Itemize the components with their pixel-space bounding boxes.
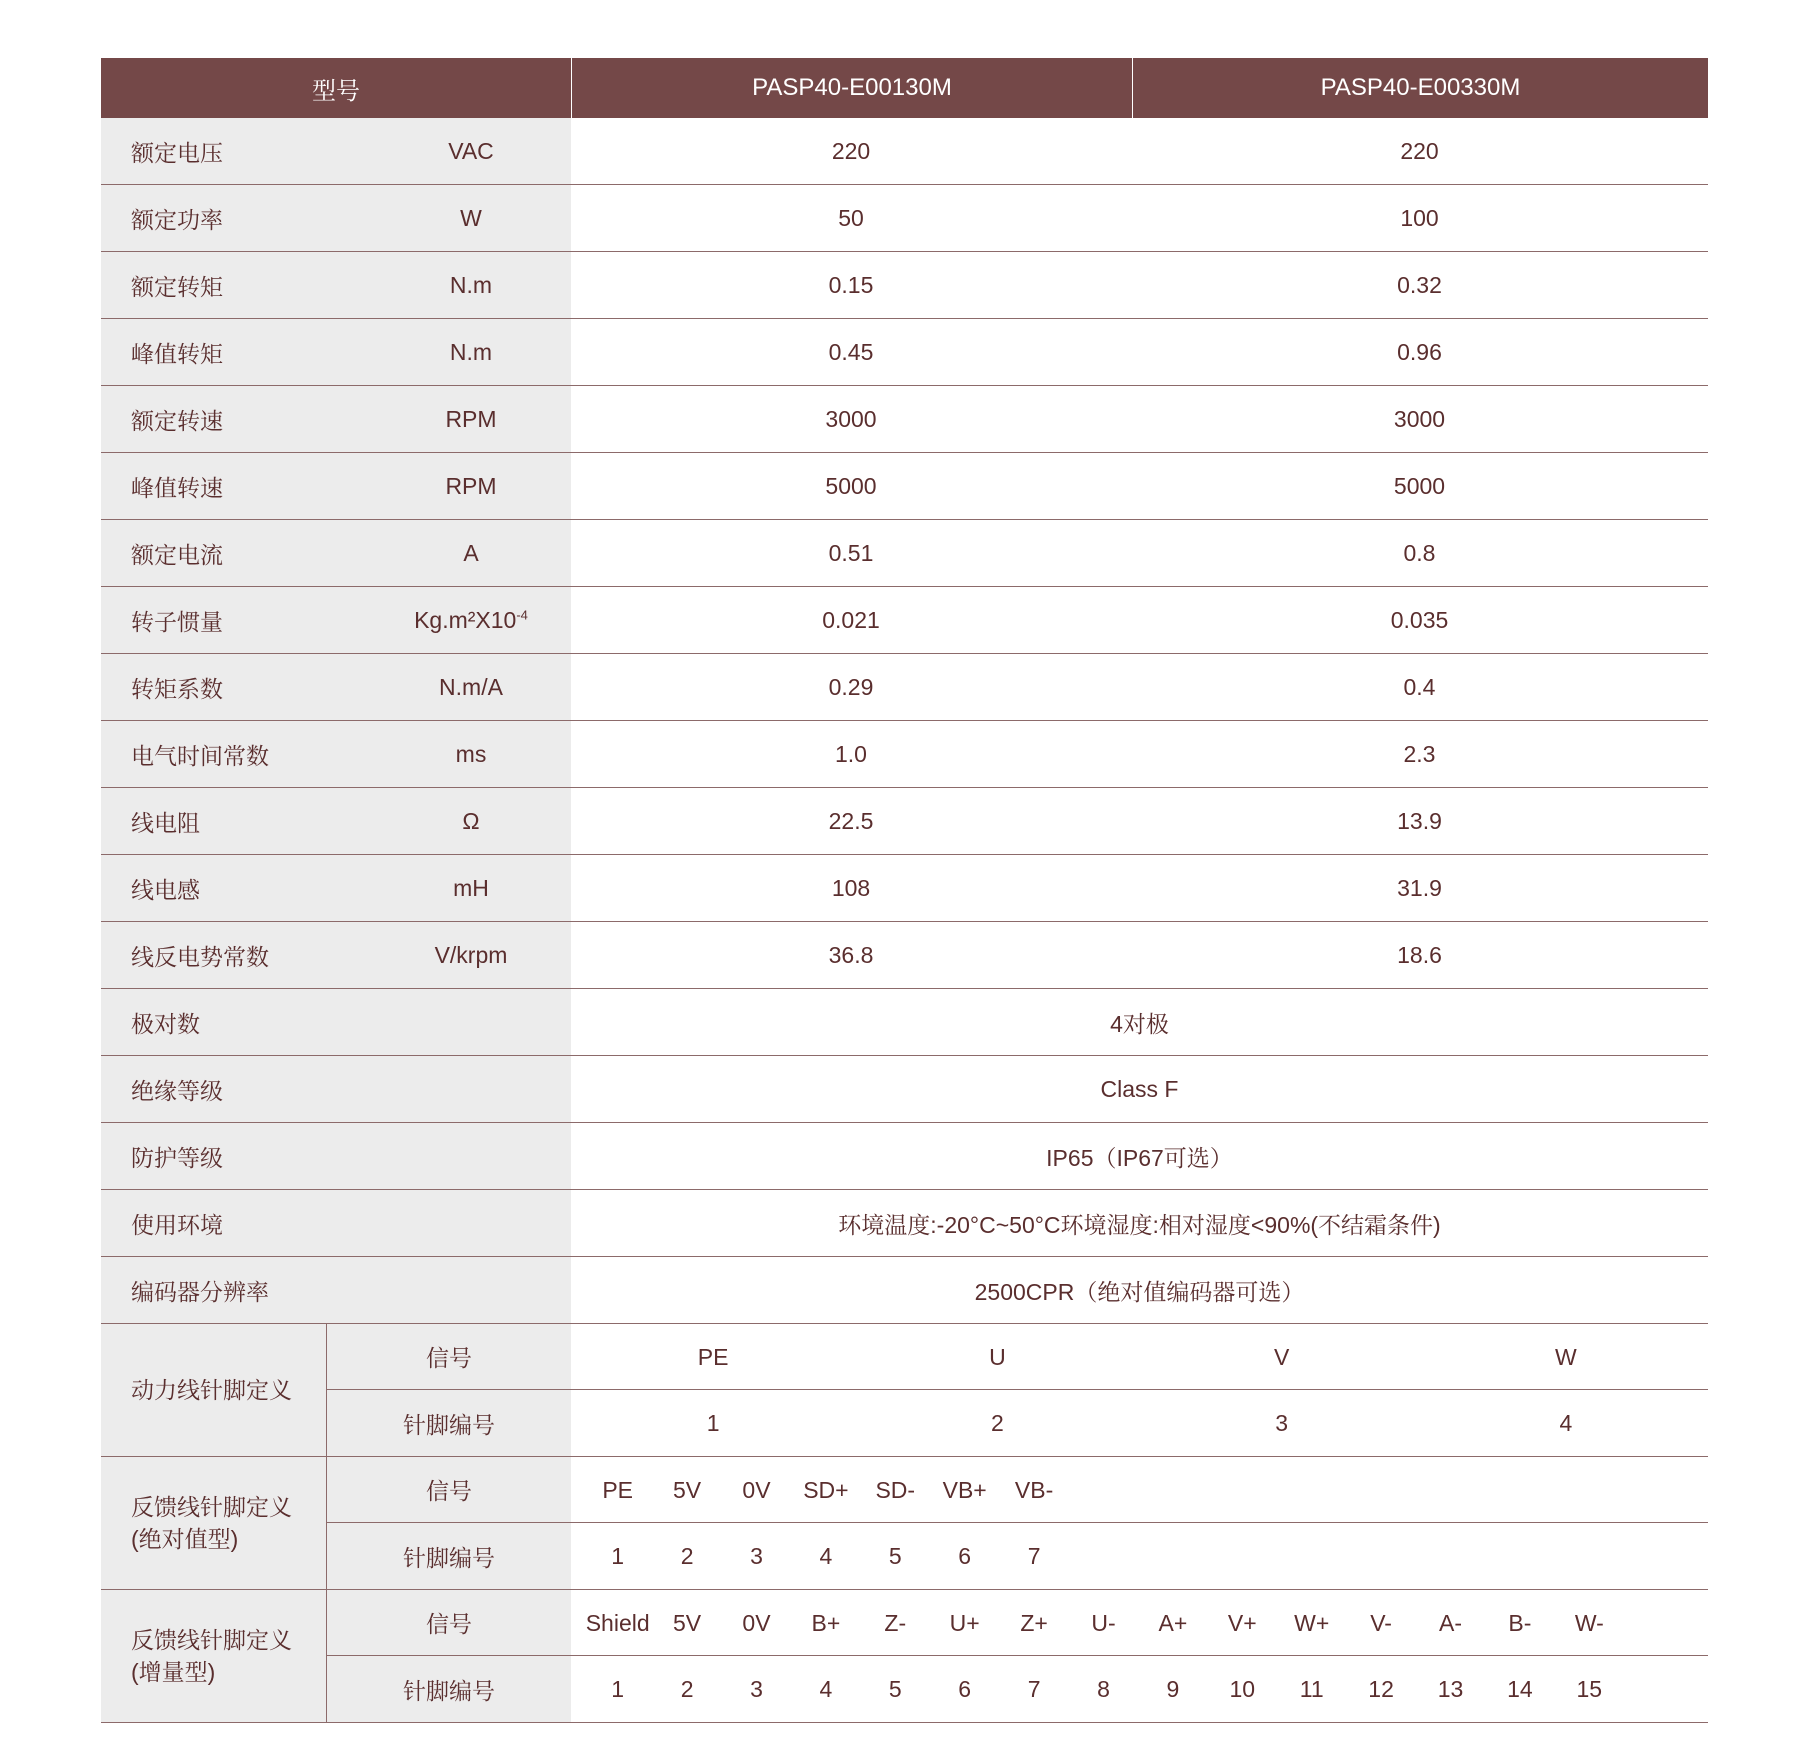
row-label-cell [101, 1190, 571, 1256]
signal-cell: SD- [875, 1476, 916, 1503]
pin-cell: 9 [1166, 1675, 1180, 1702]
signal-cell: 0V [742, 1609, 771, 1636]
row-name: 线反电势常数 [131, 943, 269, 970]
pin-group-label-line: (绝对值型) [131, 1526, 239, 1552]
signal-row [571, 1324, 1708, 1390]
signal-cell: V [1273, 1343, 1290, 1370]
value-model-1: 0.15 [828, 271, 874, 298]
pin-cell: 5 [888, 1542, 902, 1569]
value-model-2: 31.9 [1397, 874, 1442, 901]
pin-row [571, 1390, 1708, 1456]
row-unit [411, 607, 531, 634]
pin-cell: 15 [1576, 1675, 1603, 1702]
value-model-2: 0.32 [1397, 271, 1442, 298]
row-label-cell [101, 386, 571, 452]
row-unit [411, 540, 531, 567]
row-label-cell [101, 520, 571, 586]
value-model-1: 108 [831, 874, 871, 901]
table-row [101, 654, 1708, 721]
row-name: 额定转矩 [131, 273, 223, 300]
pin-cell: 3 [750, 1675, 763, 1702]
row-unit [411, 875, 531, 902]
pin-cell: 2 [680, 1542, 694, 1569]
signal-cell: V+ [1227, 1609, 1257, 1636]
pin-cell: 3 [1275, 1409, 1289, 1436]
pin-group-label [101, 1324, 327, 1456]
row-name: 线电阻 [131, 809, 200, 836]
row-label-cell [101, 721, 571, 787]
table-row [101, 989, 1708, 1056]
shared-spec-rows [101, 989, 1708, 1324]
row-unit [411, 808, 531, 835]
signal-cell: U [989, 1343, 1006, 1370]
value-model-2: 100 [1400, 204, 1439, 231]
row-unit-text: Kg.m²X10 [414, 606, 517, 633]
header-model-1: PASP40-E00130M [571, 58, 1132, 118]
signal-cell: 5V [673, 1609, 702, 1636]
table-row [101, 788, 1708, 855]
row-name: 极对数 [131, 1010, 200, 1037]
row-unit [411, 272, 531, 299]
pin-cell: 13 [1437, 1675, 1464, 1702]
row-name: 使用环境 [131, 1211, 223, 1238]
row-name: 额定电流 [131, 541, 223, 568]
row-label-cell [101, 252, 571, 318]
row-unit-text: W [460, 204, 482, 231]
row-unit-text: VAC [448, 137, 494, 164]
row-unit [411, 406, 531, 433]
signal-cell: Shield [585, 1609, 650, 1636]
table-row [101, 185, 1708, 252]
pin-cell: 1 [611, 1542, 625, 1569]
pin-sub-labels [327, 1457, 571, 1589]
table-row [101, 587, 1708, 654]
row-label-cell [101, 788, 571, 854]
pin-group [101, 1590, 1708, 1723]
row-unit-text: N.m/A [439, 673, 503, 700]
row-label-cell [101, 1123, 571, 1189]
value-model-1: 50 [838, 204, 864, 231]
value-model-2: 0.96 [1397, 338, 1442, 365]
row-unit-text: ms [455, 740, 487, 767]
row-label-cell [101, 185, 571, 251]
value-model-2: 18.6 [1397, 941, 1442, 968]
pin-cell: 7 [1027, 1675, 1041, 1702]
pin-group-label-line: 反馈线针脚定义 [131, 1627, 292, 1653]
pin-group-label-line: 动力线针脚定义 [131, 1377, 292, 1403]
signal-cell: PE [697, 1343, 729, 1370]
table-row [101, 118, 1708, 185]
row-label-cell [101, 453, 571, 519]
signal-cell: VB- [1014, 1476, 1054, 1503]
row-name: 额定电压 [131, 139, 223, 166]
row-label-cell [101, 922, 571, 988]
value-model-2: 3000 [1393, 405, 1446, 432]
header-label: 型号 [312, 77, 360, 105]
table-row [101, 922, 1708, 989]
pin-cell: 4 [819, 1675, 833, 1702]
pin-cell: 8 [1097, 1675, 1110, 1702]
signal-cell: B+ [811, 1609, 841, 1636]
value-model-1: 0.45 [828, 338, 874, 365]
table-row [101, 386, 1708, 453]
table-row [101, 855, 1708, 922]
shared-value: Class F [1100, 1075, 1179, 1102]
signal-row [571, 1457, 1708, 1523]
signal-cell: B- [1508, 1609, 1532, 1636]
value-model-1: 36.8 [828, 941, 874, 968]
signal-cell: A+ [1158, 1609, 1188, 1636]
table-row [101, 252, 1708, 319]
pin-cell: 1 [611, 1675, 625, 1702]
pin-group [101, 1324, 1708, 1457]
value-model-1: 0.021 [822, 606, 880, 633]
row-name: 编码器分辨率 [131, 1278, 269, 1305]
pin-group-label [101, 1457, 327, 1589]
shared-value: IP65（IP67可选） [1046, 1144, 1233, 1171]
row-name: 峰值转速 [131, 474, 223, 501]
row-name: 额定转速 [131, 407, 223, 434]
spec-rows [101, 118, 1708, 989]
signal-cell: Z+ [1020, 1609, 1048, 1636]
signal-row [571, 1590, 1708, 1656]
pin-cell: 1 [706, 1409, 720, 1436]
signal-cell: W- [1574, 1609, 1604, 1636]
row-name: 绝缘等级 [131, 1077, 223, 1104]
row-name: 电气时间常数 [131, 742, 269, 769]
value-model-1: 5000 [825, 472, 877, 499]
table-header [101, 58, 1708, 118]
row-unit [411, 473, 531, 500]
value-model-2: 0.8 [1403, 539, 1436, 566]
value-model-2: 0.4 [1403, 673, 1436, 700]
signal-cell: VB+ [942, 1476, 987, 1503]
table-row [101, 319, 1708, 386]
pin-row [571, 1523, 1708, 1589]
pin-values [571, 1324, 1708, 1456]
pin-values [571, 1457, 1708, 1589]
row-name: 转矩系数 [131, 675, 223, 702]
row-label-cell [101, 1257, 571, 1323]
row-label-cell [101, 319, 571, 385]
signal-cell: 5V [673, 1476, 702, 1503]
header-model-2: PASP40-E00330M [1132, 58, 1708, 118]
row-label-cell [101, 1056, 571, 1122]
pin-cell: 12 [1368, 1675, 1394, 1702]
pin-cell: 14 [1507, 1675, 1533, 1702]
shared-value: 环境温度:-20°C~50°C环境湿度:相对湿度<90%(不结霜条件) [838, 1211, 1441, 1238]
signal-cell: W [1555, 1343, 1577, 1370]
value-model-1: 3000 [825, 405, 877, 432]
row-unit [411, 339, 531, 366]
row-unit-text: Ω [462, 807, 480, 834]
row-name: 峰值转矩 [131, 340, 223, 367]
row-label-cell [101, 118, 571, 184]
row-unit [411, 138, 531, 165]
pin-cell: 10 [1229, 1675, 1256, 1702]
pin-row [571, 1656, 1708, 1722]
signal-cell: A- [1438, 1609, 1462, 1636]
value-model-2: 2.3 [1403, 740, 1436, 767]
pin-number-label: 针脚编号 [403, 1544, 495, 1571]
value-model-1: 220 [831, 137, 871, 164]
signal-cell: V- [1370, 1609, 1392, 1636]
pin-group-label-line: 反馈线针脚定义 [131, 1494, 292, 1520]
row-name: 防护等级 [131, 1144, 223, 1171]
signal-cell: 0V [742, 1476, 771, 1503]
row-unit-superscript: -4 [516, 606, 528, 622]
pin-definition-groups [101, 1324, 1708, 1723]
pin-group-label-line: (增量型) [131, 1659, 216, 1685]
signal-cell: SD+ [803, 1476, 849, 1503]
table-row [101, 1123, 1708, 1190]
pin-cell: 2 [990, 1409, 1004, 1436]
pin-sub-labels [327, 1324, 571, 1456]
pin-cell: 5 [888, 1675, 902, 1702]
row-unit-text: A [463, 539, 479, 566]
value-model-1: 0.51 [828, 539, 874, 566]
table-row [101, 1190, 1708, 1257]
pin-cell: 6 [958, 1542, 972, 1569]
pin-number-label: 针脚编号 [403, 1411, 495, 1438]
table-row [101, 520, 1708, 587]
pin-values [571, 1590, 1708, 1722]
row-unit [411, 942, 531, 969]
signal-cell: U- [1091, 1609, 1116, 1636]
row-label-cell [101, 855, 571, 921]
pin-group [101, 1457, 1708, 1590]
value-model-1: 22.5 [828, 807, 874, 834]
row-unit [411, 741, 531, 768]
row-unit-text: N.m [449, 271, 493, 298]
pin-cell: 4 [1559, 1409, 1573, 1436]
row-unit-text: RPM [445, 472, 497, 499]
row-name: 额定功率 [131, 206, 223, 233]
pin-cell: 4 [819, 1542, 833, 1569]
value-model-2: 5000 [1393, 472, 1446, 499]
table-row [101, 1056, 1708, 1123]
value-model-2: 0.035 [1390, 606, 1449, 633]
pin-cell: 11 [1299, 1675, 1324, 1702]
row-label-cell [101, 989, 571, 1055]
row-name: 线电感 [131, 876, 200, 903]
signal-cell: Z- [884, 1609, 907, 1636]
pin-cell: 7 [1027, 1542, 1041, 1569]
pin-cell: 3 [750, 1542, 763, 1569]
row-unit [411, 205, 531, 232]
signal-label: 信号 [327, 1324, 571, 1390]
row-unit-text: RPM [445, 405, 497, 432]
pin-group-label [101, 1590, 327, 1722]
row-unit-text: mH [453, 874, 489, 901]
pin-number-label: 针脚编号 [403, 1677, 495, 1704]
table-row [101, 721, 1708, 788]
value-model-1: 0.29 [828, 673, 874, 700]
value-model-1: 1.0 [835, 740, 867, 767]
value-model-2: 220 [1400, 137, 1439, 164]
row-name: 转子惯量 [131, 608, 223, 635]
spec-table [101, 58, 1708, 1723]
row-label-cell [101, 587, 571, 653]
shared-value: 4对极 [1110, 1010, 1169, 1037]
signal-cell: U+ [949, 1609, 980, 1636]
pin-cell: 6 [958, 1675, 972, 1702]
table-row [101, 1257, 1708, 1324]
row-unit-text: N.m [449, 338, 493, 365]
row-label-cell [101, 654, 571, 720]
signal-cell: PE [602, 1476, 634, 1503]
table-row [101, 453, 1708, 520]
pin-cell: 2 [680, 1675, 694, 1702]
shared-value: 2500CPR（绝对值编码器可选） [974, 1278, 1305, 1305]
signal-label: 信号 [327, 1457, 571, 1523]
signal-label: 信号 [327, 1590, 571, 1656]
pin-sub-labels [327, 1590, 571, 1722]
value-model-2: 13.9 [1397, 807, 1442, 834]
row-unit-text: V/krpm [434, 941, 508, 968]
row-unit [411, 674, 531, 701]
signal-cell: W+ [1294, 1609, 1330, 1636]
